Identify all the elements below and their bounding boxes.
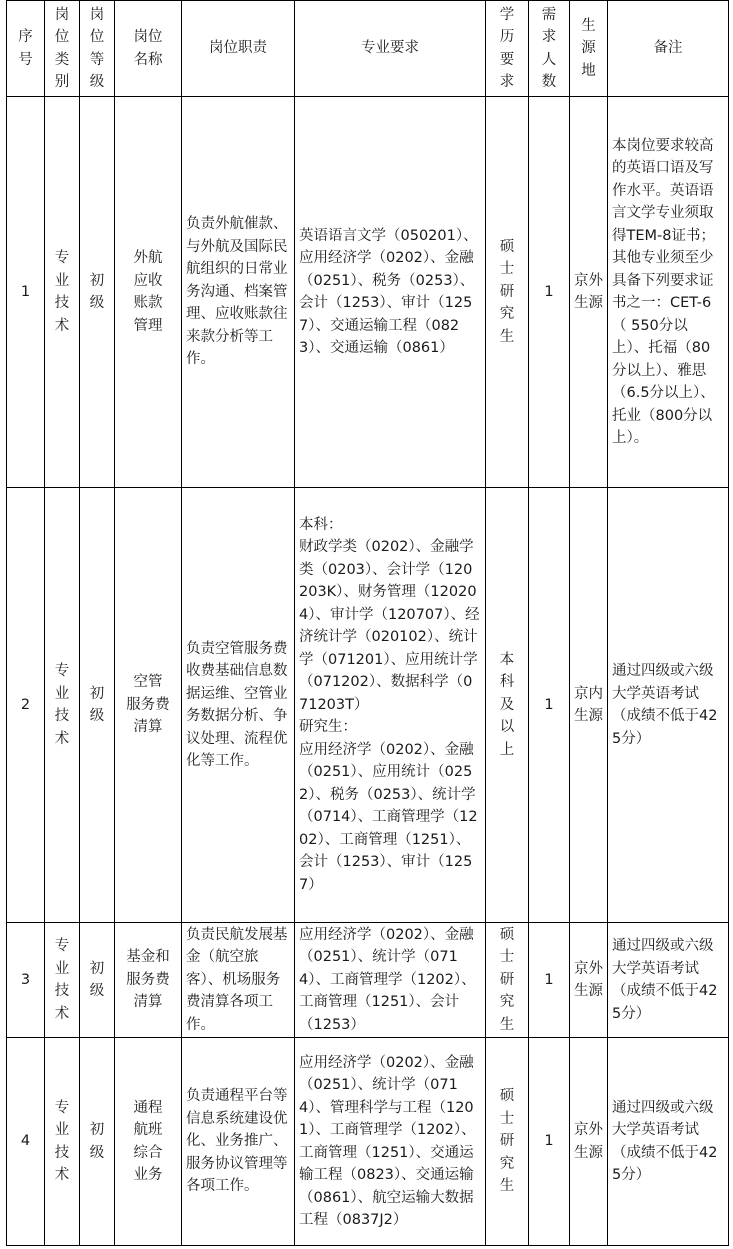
row-count: 1 [529,923,570,1038]
row-education: 本 科 及 以 上 [486,488,529,923]
header-count: 需 求 人 数 [529,1,570,97]
row-note: 通过四级或六级大学英语考试（成绩不低于425分） [608,923,729,1038]
row-level: 初级 [80,923,115,1038]
row-name: 空管 服务费 清算 [115,488,182,923]
table-row [7,1038,729,1246]
row-education: 硕 士 研 究 生 [486,1038,529,1246]
row-category: 专业 技术 [45,97,80,488]
header-row [7,1,729,97]
row-duty: 负责空管服务费收费基础信息数据运维、空管业务数据分析、争议处理、流程优化等工作。 [182,488,295,923]
row-major: 英语语言文学（050201）、应用经济学（0202）、金融（0251）、税务（0253）、会计（1253）、审计（1257）、交通运输工程（0823）、交通运输（0861） [295,97,486,488]
header-duty: 岗位职责 [182,1,295,97]
row-note: 通过四级或六级大学英语考试（成绩不低于425分） [608,1038,729,1246]
row-index: 1 [7,97,45,488]
row-major: 本科： 财政学类（0202）、金融学类（0203）、会计学（120203K）、财务管理（120204）、审计学（120707）、经济统计学（020102）、统计学（071201）、应用统计学（071202）、数据科学（071203T） 研究生： 应用经济学（0202）、金融（0251）、应用统计（0252）、税务（0253）、统计学（0714）、工商管理学（1202）、工商管理（1251）、会计（1253）、审计（1257） [295,488,486,923]
row-duty: 负责外航催款、与外航及国际民航组织的日常业务沟通、档案管理、应收账款往来款分析等工作。 [182,97,295,488]
row-level: 初级 [80,97,115,488]
row-education: 硕 士 研 究 生 [486,97,529,488]
row-major: 应用经济学（0202）、金融（0251）、统计学（0714）、管理科学与工程（1201）、工商管理学（1202）、工商管理（1251）、交通运输工程（0823）、交通运输（0861）、航空运输大数据工程（0837J2） [295,1038,486,1246]
row-index: 2 [7,488,45,923]
table-row [7,488,729,923]
row-duty: 负责民航发展基金（航空旅客）、机场服务费清算各项工作。 [182,923,295,1038]
table-row [7,97,729,488]
row-origin: 京外 生源 [570,97,608,488]
row-count: 1 [529,488,570,923]
header-education: 学 历 要 求 [486,1,529,97]
row-index: 3 [7,923,45,1038]
row-count: 1 [529,97,570,488]
row-count: 1 [529,1038,570,1246]
row-note: 本岗位要求较高的英语口语及写作水平。英语语言文学专业须取得TEM-8证书；其他专业须至少具备下列要求证书之一：CET-6（ 550分以上）、托福（80分以上）、雅思（6.5分以上）、托业（800分以上）。 [608,97,729,488]
table-row [7,923,729,1038]
row-category: 专业 技术 [45,488,80,923]
header-name: 岗位 名称 [115,1,182,97]
row-level: 初级 [80,1038,115,1246]
row-index: 4 [7,1038,45,1246]
header-level: 岗位 等级 [80,1,115,97]
row-origin: 京内 生源 [570,488,608,923]
row-category: 专业 技术 [45,1038,80,1246]
header-note: 备注 [608,1,729,97]
row-origin: 京外 生源 [570,1038,608,1246]
row-education: 硕 士 研 究 生 [486,923,529,1038]
header-major: 专业要求 [295,1,486,97]
header-origin: 生 源 地 [570,1,608,97]
row-origin: 京外 生源 [570,923,608,1038]
row-name: 通程 航班 综合 业务 [115,1038,182,1246]
row-level: 初级 [80,488,115,923]
row-name: 基金和 服务费 清算 [115,923,182,1038]
row-category: 专业 技术 [45,923,80,1038]
header-index: 序 号 [7,1,45,97]
header-category: 岗位 类别 [45,1,80,97]
row-name: 外航 应收 账款 管理 [115,97,182,488]
row-major: 应用经济学（0202）、金融（0251）、统计学（0714）、工商管理学（1202）、工商管理（1251）、会计（1253） [295,923,486,1038]
row-duty: 负责通程平台等信息系统建设优化、业务推广、服务协议管理等各项工作。 [182,1038,295,1246]
job-table [6,0,729,1246]
row-note: 通过四级或六级大学英语考试（成绩不低于425分） [608,488,729,923]
